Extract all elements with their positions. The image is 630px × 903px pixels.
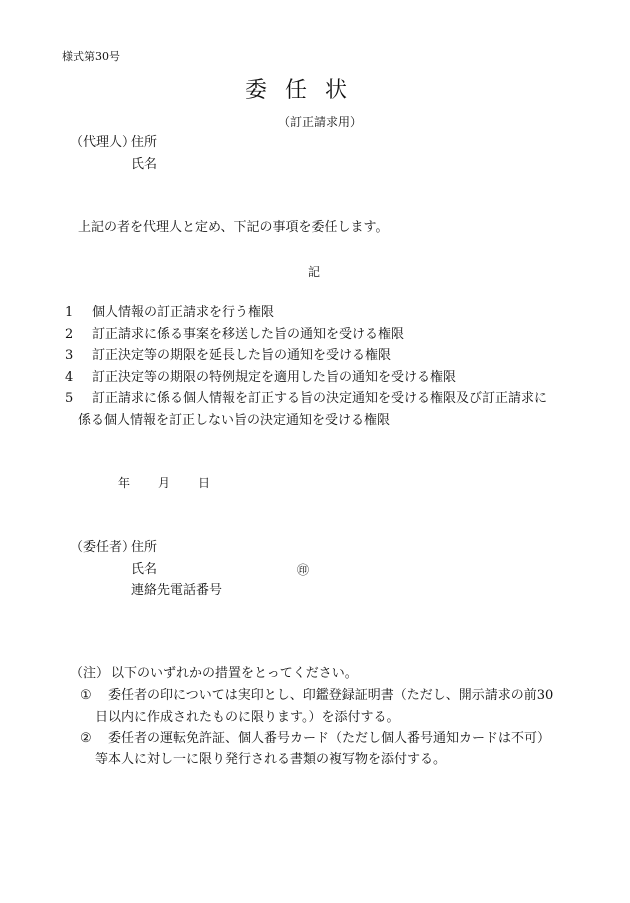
notes-intro: 以下のいずれかの措置をとってください。 xyxy=(111,666,358,681)
principal-name-label: 氏名 xyxy=(131,562,158,577)
note-text-continuation: 日以内に作成されたものに限ります。）を添付する。 xyxy=(95,710,400,725)
note-mark: ② xyxy=(80,731,92,746)
document-title: 委任状 xyxy=(245,78,366,103)
item-text: 個人情報の訂正請求を行う権限 xyxy=(92,305,275,320)
note-text-continuation: 等本人に対し一に限り発行される書類の複写物を添付する。 xyxy=(95,752,447,767)
principal-address-label: 住所 xyxy=(131,540,158,555)
ki-heading: 記 xyxy=(308,265,321,279)
item-text-continuation: 係る個人情報を訂正しない旨の決定通知を受ける権限 xyxy=(78,413,391,428)
item-number: 4 xyxy=(65,370,74,385)
item-number: 5 xyxy=(65,391,74,406)
date-month: 月 xyxy=(158,476,171,490)
seal-mark: ㊞ xyxy=(297,563,310,577)
notes-label: （注） xyxy=(70,666,110,681)
agent-address-label: 住所 xyxy=(131,135,158,150)
item-text: 訂正決定等の期限の特例規定を適用した旨の通知を受ける権限 xyxy=(92,370,457,385)
item-text: 訂正請求に係る個人情報を訂正する旨の決定通知を受ける権限及び訂正請求に xyxy=(92,391,548,406)
principal-phone-label: 連絡先電話番号 xyxy=(131,583,223,598)
date-day: 日 xyxy=(198,476,211,490)
item-number: 3 xyxy=(65,348,74,363)
item-text: 訂正請求に係る事案を移送した旨の通知を受ける権限 xyxy=(92,327,405,342)
document-subtitle: （訂正請求用） xyxy=(278,115,363,129)
delegation-statement: 上記の者を代理人と定め、下記の事項を委任します。 xyxy=(78,220,389,235)
note-text: 委任者の印については実印とし、印鑑登録証明書（ただし、開示請求の前30 xyxy=(108,688,554,703)
item-number: 2 xyxy=(65,327,74,342)
date-year: 年 xyxy=(118,476,131,490)
agent-name-label: 氏名 xyxy=(131,157,158,172)
note-mark: ① xyxy=(80,688,92,703)
agent-label: （代理人） xyxy=(70,135,136,150)
principal-label: （委任者） xyxy=(70,540,136,555)
item-text: 訂正決定等の期限を延長した旨の通知を受ける権限 xyxy=(92,348,392,363)
form-number: 様式第30号 xyxy=(62,50,120,63)
item-number: 1 xyxy=(65,305,74,320)
note-text: 委任者の運転免許証、個人番号カード（ただし個人番号通知カードは不可） xyxy=(108,731,551,746)
